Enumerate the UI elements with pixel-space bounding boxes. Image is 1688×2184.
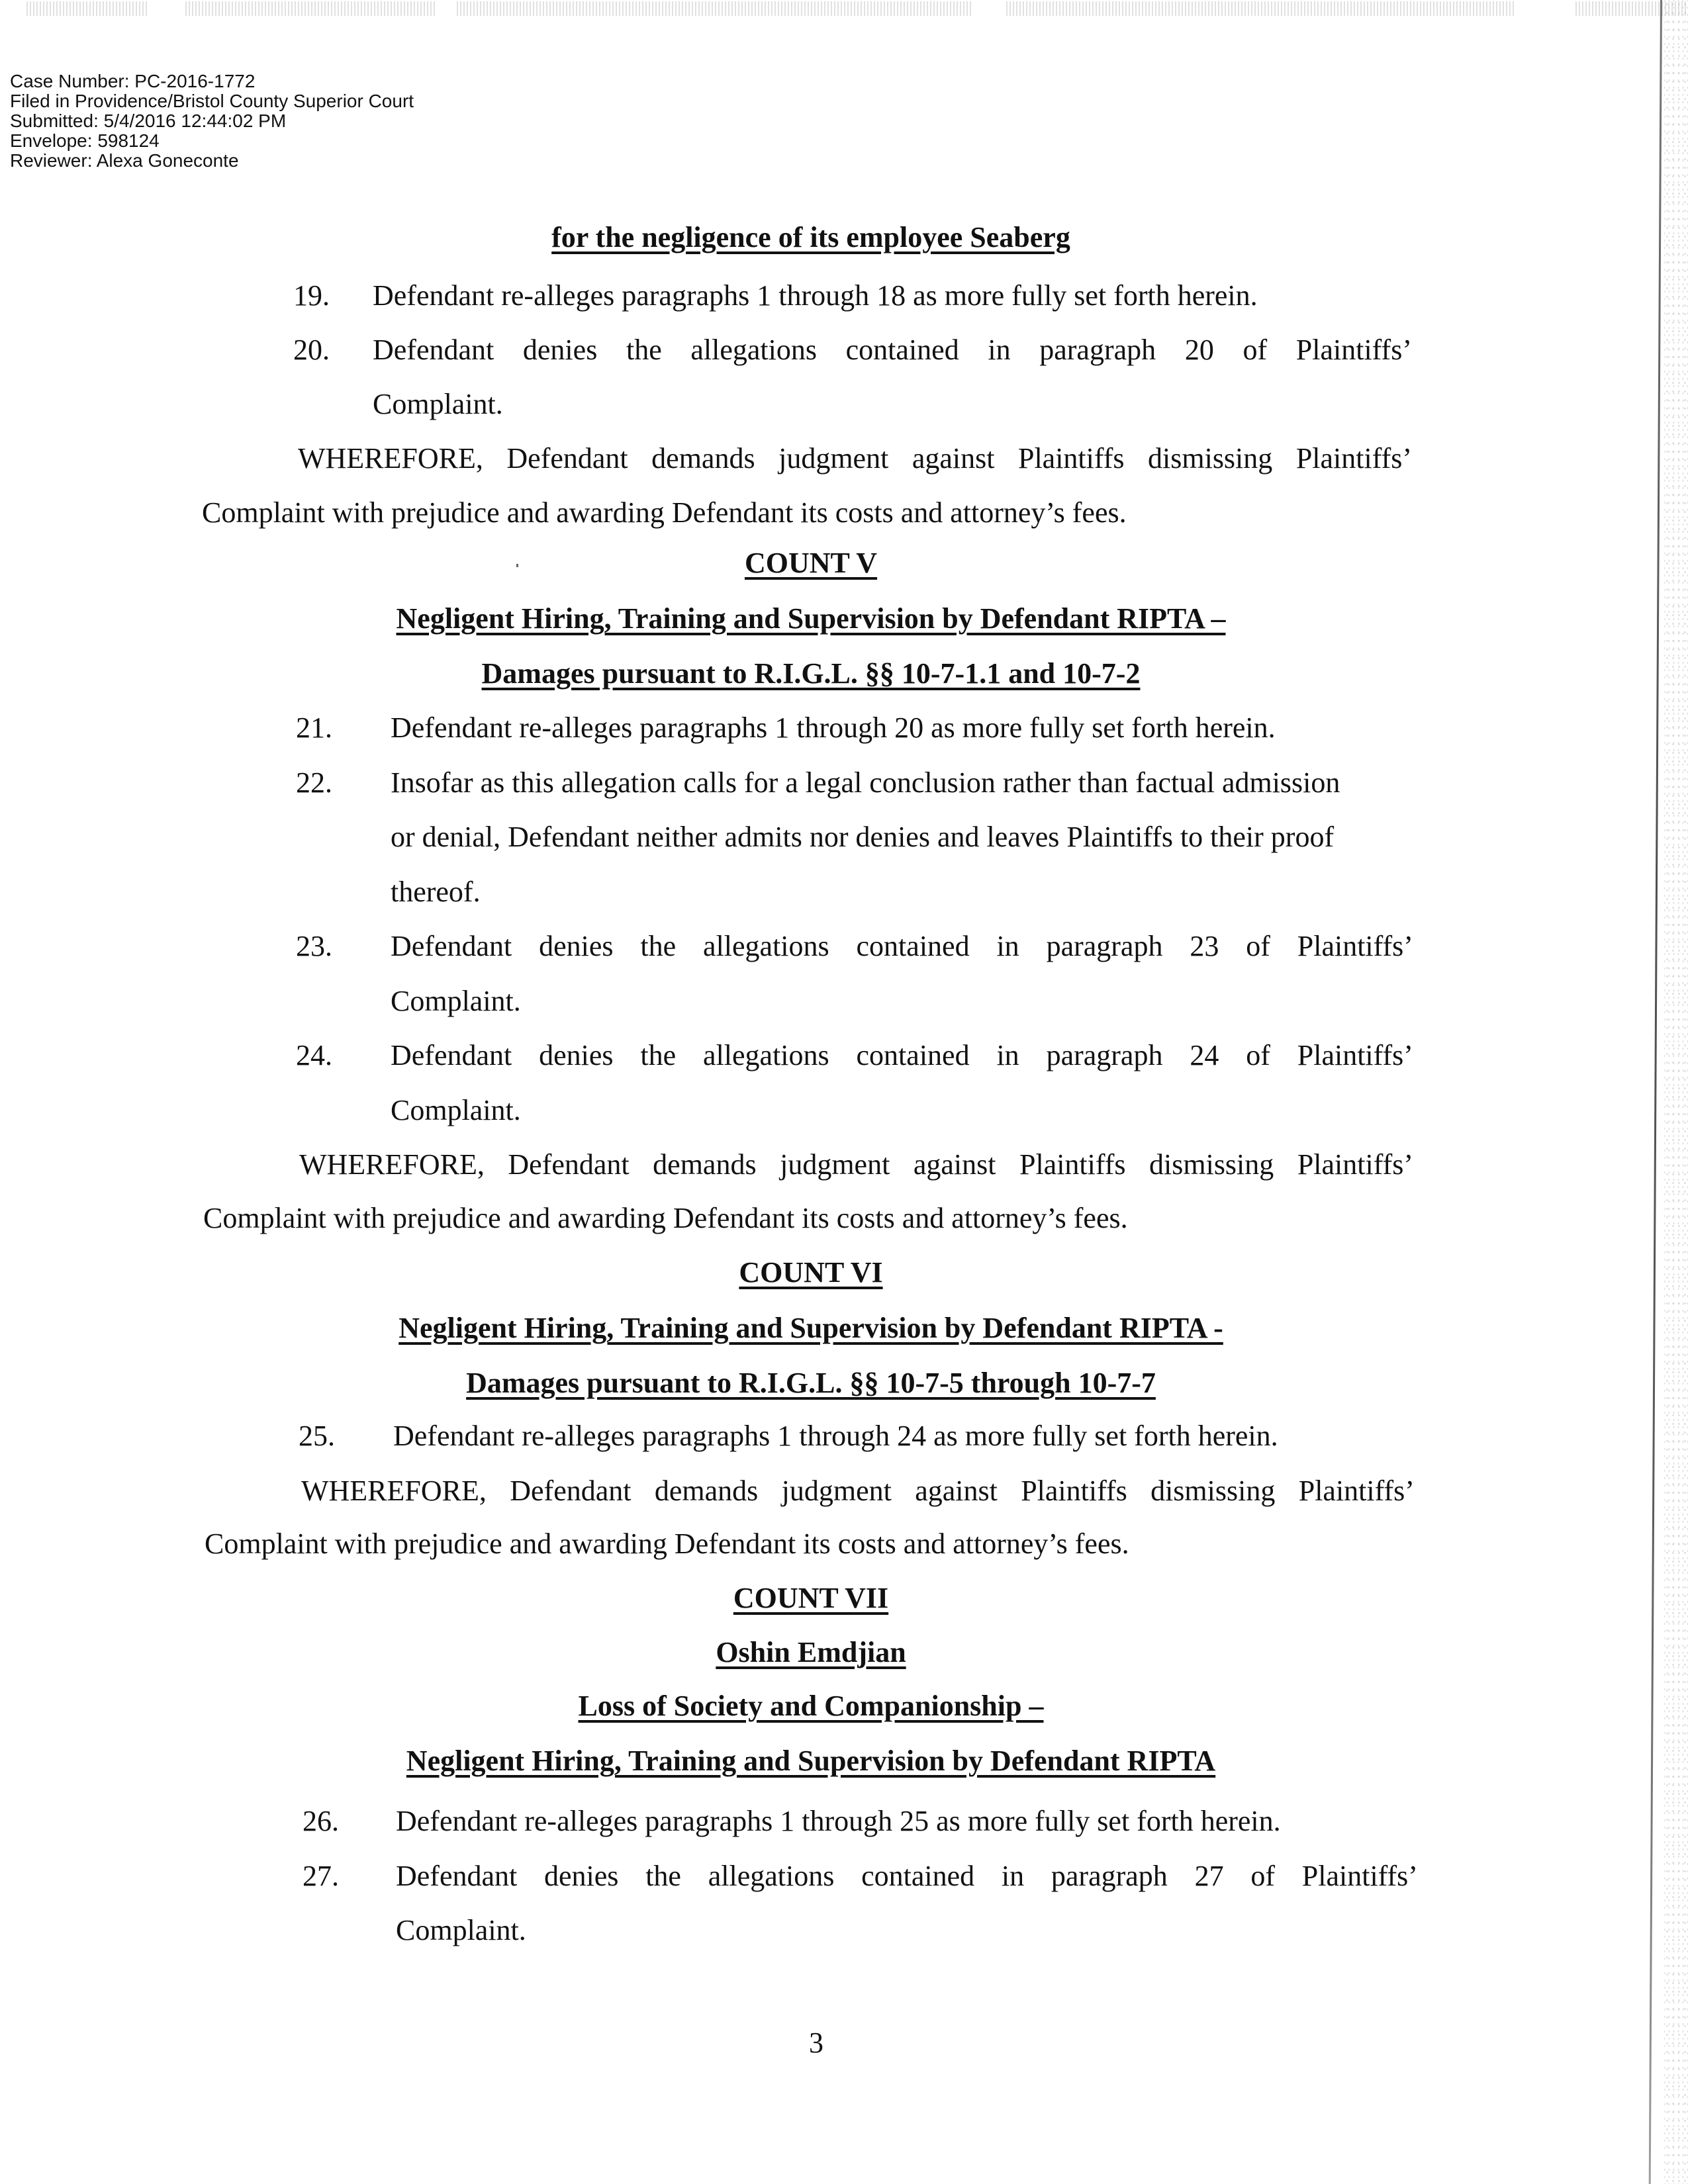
paragraph-number-27: 27.: [303, 1860, 339, 1892]
paragraph-22-line1: Insofar as this allegation calls for a legal conclusion rather than factual admission: [391, 766, 1340, 799]
word: judgment: [780, 1148, 890, 1181]
page-number: 3: [809, 2026, 823, 2059]
word: of: [1246, 930, 1270, 962]
word: demands: [654, 1475, 759, 1507]
word: Plaintiffs’: [1297, 1039, 1413, 1071]
word: dismissing: [1148, 442, 1273, 475]
wherefore-1-line2: Complaint with prejudice and awarding Defendant its costs and attorney’s fees.: [202, 496, 1127, 529]
envelope-number: Envelope: 598124: [10, 130, 160, 151]
paragraph-27-line1: [396, 1860, 1418, 1893]
count-vi-subtitle2: Damages pursuant to R.I.G.L. §§ 10-7-5 through 10-7-7: [466, 1367, 1156, 1399]
word: judgment: [781, 1475, 892, 1507]
word: paragraph: [1051, 1860, 1168, 1892]
word: Defendant: [391, 930, 512, 962]
scan-speck: [516, 564, 518, 567]
paragraph-23-line1: [391, 930, 1413, 963]
case-number: Case Number: PC-2016-1772: [10, 71, 256, 91]
word: Plaintiffs’: [1295, 334, 1412, 366]
paragraph-24-line1: [391, 1039, 1413, 1072]
word: dismissing: [1150, 1475, 1276, 1507]
count-iv-heading-tail: for the negligence of its employee Seaberg: [551, 221, 1070, 253]
count-v-subtitle1: Negligent Hiring, Training and Supervision by Defendant RIPTA –: [396, 602, 1226, 635]
word: Defendant: [508, 1148, 630, 1181]
word: WHEREFORE,: [298, 442, 483, 475]
word: the: [626, 334, 662, 366]
word: the: [640, 1039, 677, 1071]
word: against: [912, 442, 995, 475]
word: 24: [1190, 1039, 1219, 1071]
word: WHEREFORE,: [301, 1475, 487, 1507]
wherefore-3-line1: [301, 1475, 1415, 1508]
paragraph-number-20: 20.: [293, 334, 330, 366]
word: against: [913, 1148, 996, 1181]
count-vii-plaintiff-name: Oshin Emdjian: [716, 1636, 906, 1668]
scan-artifact-top-2: [185, 1, 437, 16]
reviewer-name: Reviewer: Alexa Goneconte: [10, 150, 239, 171]
word: in: [996, 1039, 1019, 1071]
wherefore-2-line2: Complaint with prejudice and awarding Defendant its costs and attorney’s fees.: [203, 1202, 1128, 1234]
count-vi-title: COUNT VI: [739, 1256, 883, 1289]
count-vii-subtitle3: Negligent Hiring, Training and Supervision by Defendant RIPTA: [406, 1745, 1216, 1777]
paragraph-20-line1: [373, 334, 1412, 367]
paragraph-number-19: 19.: [293, 279, 330, 312]
count-vii-subtitle2: Loss of Society and Companionship –: [578, 1690, 1044, 1722]
scan-edge-speckle: [1664, 0, 1688, 2184]
word: denies: [544, 1860, 619, 1892]
word: contained: [845, 334, 959, 366]
word: 20: [1184, 334, 1214, 366]
paragraph-number-24: 24.: [296, 1039, 332, 1071]
scan-edge-line: [1649, 0, 1662, 2184]
word: Plaintiffs: [1019, 1148, 1126, 1181]
word: denies: [539, 1039, 614, 1071]
word: paragraph: [1046, 1039, 1163, 1071]
word: allegations: [708, 1860, 835, 1892]
paragraph-number-22: 22.: [296, 766, 332, 799]
paragraph-number-25: 25.: [299, 1420, 335, 1452]
word: Defendant: [396, 1860, 518, 1892]
word: 27: [1194, 1860, 1224, 1892]
word: Defendant: [373, 334, 494, 366]
scan-artifact-top-1: [26, 1, 149, 16]
word: WHEREFORE,: [299, 1148, 485, 1181]
word: Plaintiffs: [1021, 1475, 1127, 1507]
word: in: [996, 930, 1019, 962]
word: against: [915, 1475, 998, 1507]
word: Plaintiffs’: [1297, 930, 1413, 962]
word: demands: [653, 1148, 757, 1181]
word: allegations: [690, 334, 817, 366]
paragraph-21-text: Defendant re-alleges paragraphs 1 through 20 as more fully set forth herein.: [391, 711, 1276, 744]
word: allegations: [703, 930, 829, 962]
paragraph-23-line2: Complaint.: [391, 985, 521, 1017]
word: Defendant: [506, 442, 628, 475]
scan-artifact-top-4: [1006, 1, 1516, 16]
word: of: [1250, 1860, 1275, 1892]
word: contained: [861, 1860, 975, 1892]
word: 23: [1190, 930, 1219, 962]
paragraph-number-26: 26.: [303, 1805, 339, 1837]
scan-artifact-top-3: [457, 1, 973, 16]
word: Defendant: [510, 1475, 632, 1507]
word: Defendant: [391, 1039, 512, 1071]
submitted-timestamp: Submitted: 5/4/2016 12:44:02 PM: [10, 111, 287, 131]
word: in: [1001, 1860, 1025, 1892]
word: dismissing: [1149, 1148, 1274, 1181]
paragraph-20-line2: Complaint.: [373, 388, 503, 420]
word: Plaintiffs’: [1298, 1475, 1415, 1507]
paragraph-26-text: Defendant re-alleges paragraphs 1 through 25 as more fully set forth herein.: [396, 1805, 1281, 1837]
word: in: [988, 334, 1011, 366]
word: demands: [651, 442, 755, 475]
word: allegations: [703, 1039, 829, 1071]
word: the: [640, 930, 677, 962]
paragraph-27-line2: Complaint.: [396, 1914, 526, 1946]
word: denies: [522, 334, 598, 366]
count-vii-title: COUNT VII: [733, 1582, 889, 1614]
paragraph-24-line2: Complaint.: [391, 1094, 521, 1126]
count-v-title: COUNT V: [744, 547, 878, 579]
count-vi-subtitle1: Negligent Hiring, Training and Supervision by Defendant RIPTA -: [399, 1312, 1223, 1344]
word: Plaintiffs’: [1297, 1148, 1413, 1181]
count-v-subtitle2: Damages pursuant to R.I.G.L. §§ 10-7-1.1 and 10-7-2: [481, 657, 1141, 690]
word: of: [1246, 1039, 1270, 1071]
word: Plaintiffs: [1017, 442, 1125, 475]
paragraph-number-23: 23.: [296, 930, 332, 962]
filed-in: Filed in Providence/Bristol County Superior Court: [10, 91, 414, 111]
wherefore-2-line1: [299, 1148, 1413, 1181]
paragraph-22-line2: or denial, Defendant neither admits nor denies and leaves Plaintiffs to their proof: [391, 821, 1335, 853]
word: Plaintiffs’: [1295, 442, 1412, 475]
word: Plaintiffs’: [1301, 1860, 1418, 1892]
wherefore-3-line2: Complaint with prejudice and awarding Defendant its costs and attorney’s fees.: [205, 1527, 1129, 1560]
paragraph-number-21: 21.: [296, 711, 332, 744]
paragraph-25-text: Defendant re-alleges paragraphs 1 through 24 as more fully set forth herein.: [393, 1420, 1278, 1452]
paragraph-19-text: Defendant re-alleges paragraphs 1 through 18 as more fully set forth herein.: [373, 279, 1258, 312]
word: contained: [856, 1039, 970, 1071]
filing-stamp: [10, 71, 414, 171]
paragraph-22-line3: thereof.: [391, 876, 481, 908]
word: contained: [856, 930, 970, 962]
word: judgment: [778, 442, 889, 475]
word: of: [1243, 334, 1268, 366]
word: the: [645, 1860, 681, 1892]
word: paragraph: [1046, 930, 1163, 962]
wherefore-1-line1: [298, 442, 1412, 475]
word: paragraph: [1039, 334, 1156, 366]
word: denies: [539, 930, 614, 962]
